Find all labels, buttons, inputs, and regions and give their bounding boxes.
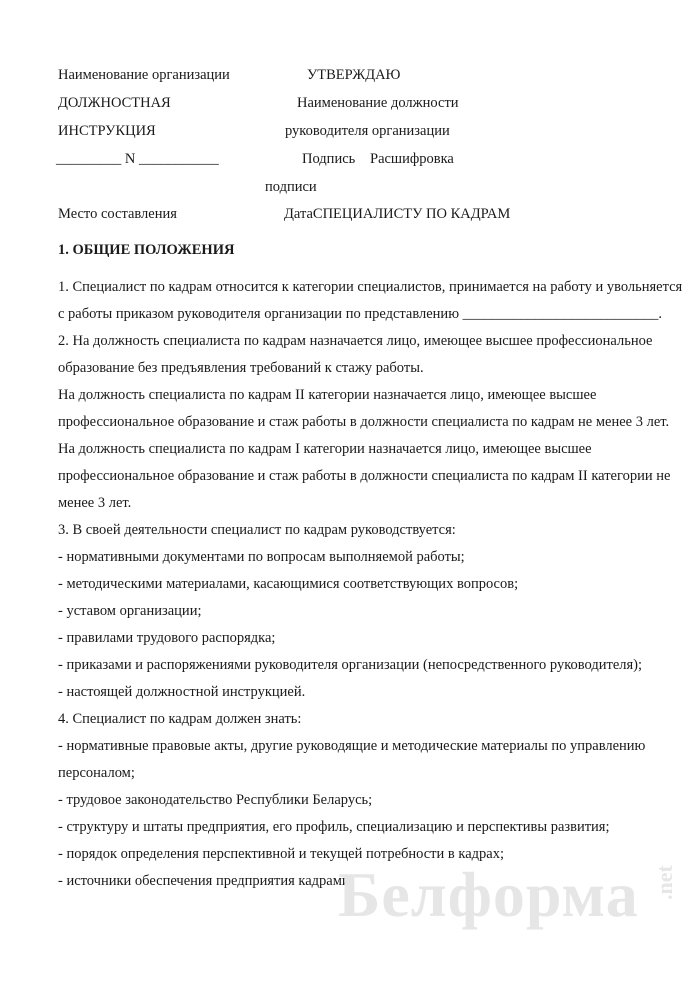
- body-line: - трудовое законодательство Республики Беларусь;: [58, 792, 373, 808]
- section-heading: 1. ОБЩИЕ ПОЛОЖЕНИЯ: [58, 242, 235, 258]
- document-number-line: _________ N ___________: [56, 151, 219, 167]
- body-line: На должность специалиста по кадрам I категории назначается лицо, имеющее высшее: [58, 441, 592, 457]
- body-line: - правилами трудового распорядка;: [58, 630, 276, 646]
- head-of-org-label: руководителя организации: [285, 123, 450, 139]
- body-line: персоналом;: [58, 765, 135, 781]
- signature-label: Подпись: [302, 151, 356, 167]
- signature-caption: подписи: [265, 179, 317, 195]
- doc-type-line-1: ДОЛЖНОСТНАЯ: [58, 95, 171, 111]
- body-line: - приказами и распоряжениями руководителя организации (непосредственного руководителя);: [58, 657, 643, 673]
- position-title-label: Наименование должности: [297, 95, 459, 111]
- body-line: с работы приказом руководителя организации по представлению ___________________________.: [58, 306, 663, 322]
- watermark-logo: Белформа: [338, 859, 639, 930]
- body-line: профессиональное образование и стаж работы в должности специалиста по кадрам II категории не: [58, 468, 671, 484]
- place-label: Место составления: [58, 206, 177, 222]
- body-line: - настоящей должностной инструкцией.: [58, 684, 306, 700]
- body-line: - источники обеспечения предприятия кадрами;: [58, 873, 354, 889]
- body-line: - нормативными документами по вопросам выполняемой работы;: [58, 549, 465, 565]
- body-line: менее 3 лет.: [58, 495, 132, 511]
- decoding-label: Расшифровка: [370, 151, 454, 167]
- body-line: - порядок определения перспективной и текущей потребности в кадрах;: [58, 846, 504, 862]
- date-and-title: ДатаСПЕЦИАЛИСТУ ПО КАДРАМ: [284, 206, 511, 222]
- body-line: - структуру и штаты предприятия, его профиль, специализацию и перспективы развития;: [58, 819, 610, 835]
- body-line: 3. В своей деятельности специалист по кадрам руководствуется:: [58, 522, 456, 538]
- body-line: - нормативные правовые акты, другие руководящие и методические материалы по управлению: [58, 738, 646, 754]
- approve-label: УТВЕРЖДАЮ: [307, 67, 401, 83]
- body-line: 1. Специалист по кадрам относится к категории специалистов, принимается на работу и увольняется: [58, 279, 683, 295]
- body-line: На должность специалиста по кадрам II категории назначается лицо, имеющее высшее: [58, 387, 597, 403]
- watermark-suffix: .net: [652, 865, 677, 900]
- body-line: - методическими материалами, касающимися соответствующих вопросов;: [58, 576, 519, 592]
- org-name-label: Наименование организации: [58, 67, 230, 83]
- body-line: профессиональное образование и стаж работы в должности специалиста по кадрам не менее 3 лет.: [58, 414, 670, 430]
- body-line: 2. На должность специалиста по кадрам назначается лицо, имеющее высшее профессиональное: [58, 333, 653, 349]
- body-line: образование без предъявления требований к стажу работы.: [58, 360, 424, 376]
- body-line: 4. Специалист по кадрам должен знать:: [58, 711, 302, 727]
- body-line: - уставом организации;: [58, 603, 202, 619]
- doc-type-line-2: ИНСТРУКЦИЯ: [58, 123, 156, 139]
